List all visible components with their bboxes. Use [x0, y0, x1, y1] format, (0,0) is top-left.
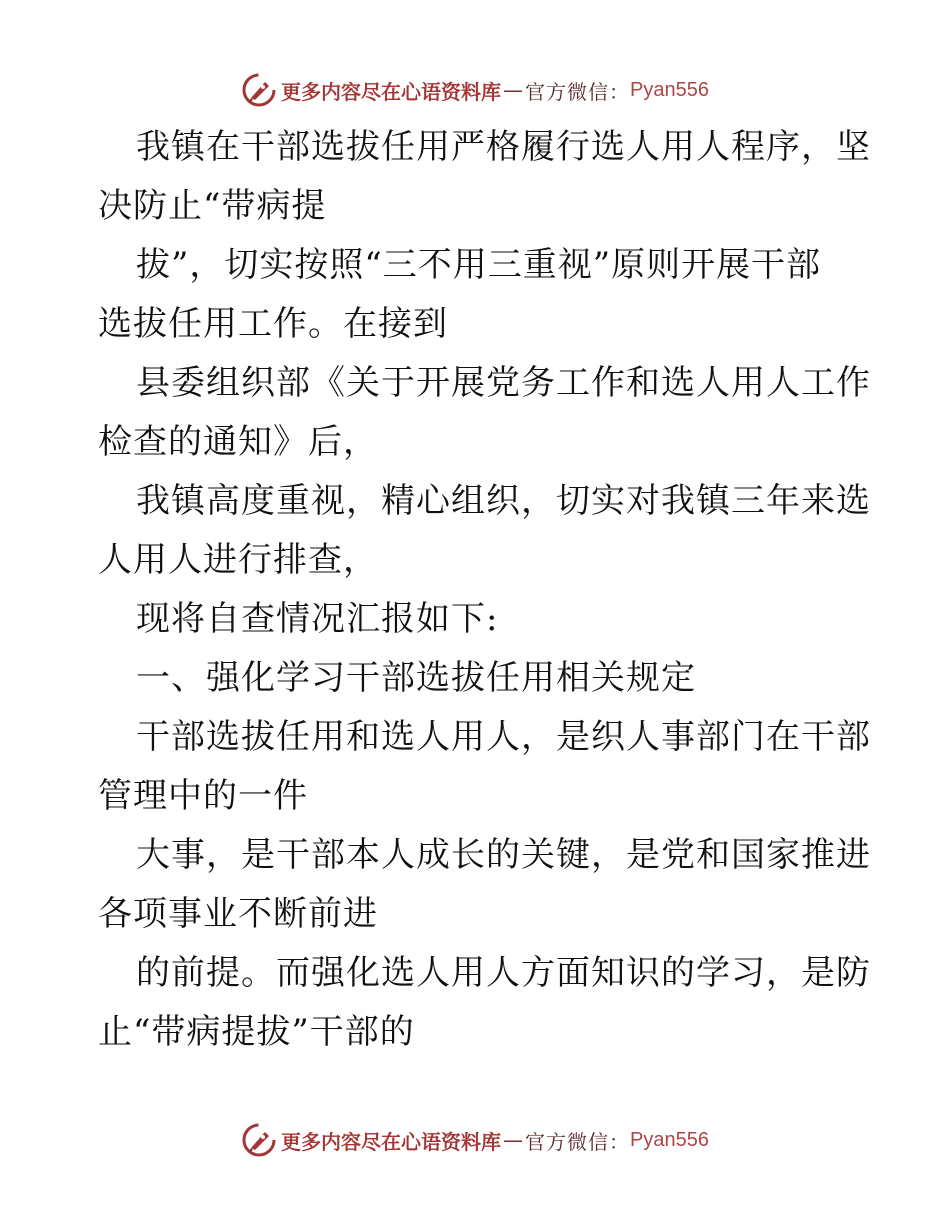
document-body: [98, 118, 871, 1062]
body-line: 我镇高度重视，精心组织，切实对我镇三年来选: [136, 481, 871, 521]
body-line: 选拔任用工作。在接到: [98, 304, 448, 344]
watermark-separator: —: [503, 78, 524, 102]
body-line: 我镇在干部选拔任用严格履行选人用人程序，坚: [136, 127, 871, 167]
body-line: 各项事业不断前进: [98, 894, 378, 934]
watermark-main-text: 更多内容尽在心语资料库: [281, 79, 502, 104]
body-line: 干部选拔任用和选人用人，是织人事部门在干部: [136, 717, 871, 757]
pen-nib-logo-icon: [241, 72, 277, 108]
body-line: 人用人进行排查，: [98, 540, 378, 580]
watermark-wechat-id: Pyan556: [630, 78, 709, 101]
body-line: 大事，是干部本人成长的关键，是党和国家推进: [136, 835, 871, 875]
body-line: 拔”，切实按照“三不用三重视”原则开展干部: [136, 245, 822, 285]
body-line: 管理中的一件: [98, 776, 308, 816]
watermark-sub-text: 官方微信：: [525, 1129, 631, 1154]
watermark-sub-text: 官方微信：: [525, 79, 631, 104]
header-watermark: [0, 70, 950, 110]
body-line: 决防止“带病提: [98, 186, 327, 226]
watermark-wechat-id: Pyan556: [630, 1128, 709, 1151]
footer-watermark: [0, 1120, 950, 1160]
watermark-separator: —: [503, 1128, 524, 1152]
body-line: 县委组织部《关于开展党务工作和选人用人工作: [136, 363, 871, 403]
body-line: 止“带病提拔”干部的: [98, 1012, 415, 1052]
section-heading: 一、强化学习干部选拔任用相关规定: [136, 658, 696, 698]
watermark-main-text: 更多内容尽在心语资料库: [281, 1129, 502, 1154]
body-line: 检查的通知》后，: [98, 422, 378, 462]
pen-nib-logo-icon: [241, 1122, 277, 1158]
body-line: 现将自查情况汇报如下:: [136, 599, 499, 639]
body-line: 的前提。而强化选人用人方面知识的学习，是防: [136, 953, 871, 993]
